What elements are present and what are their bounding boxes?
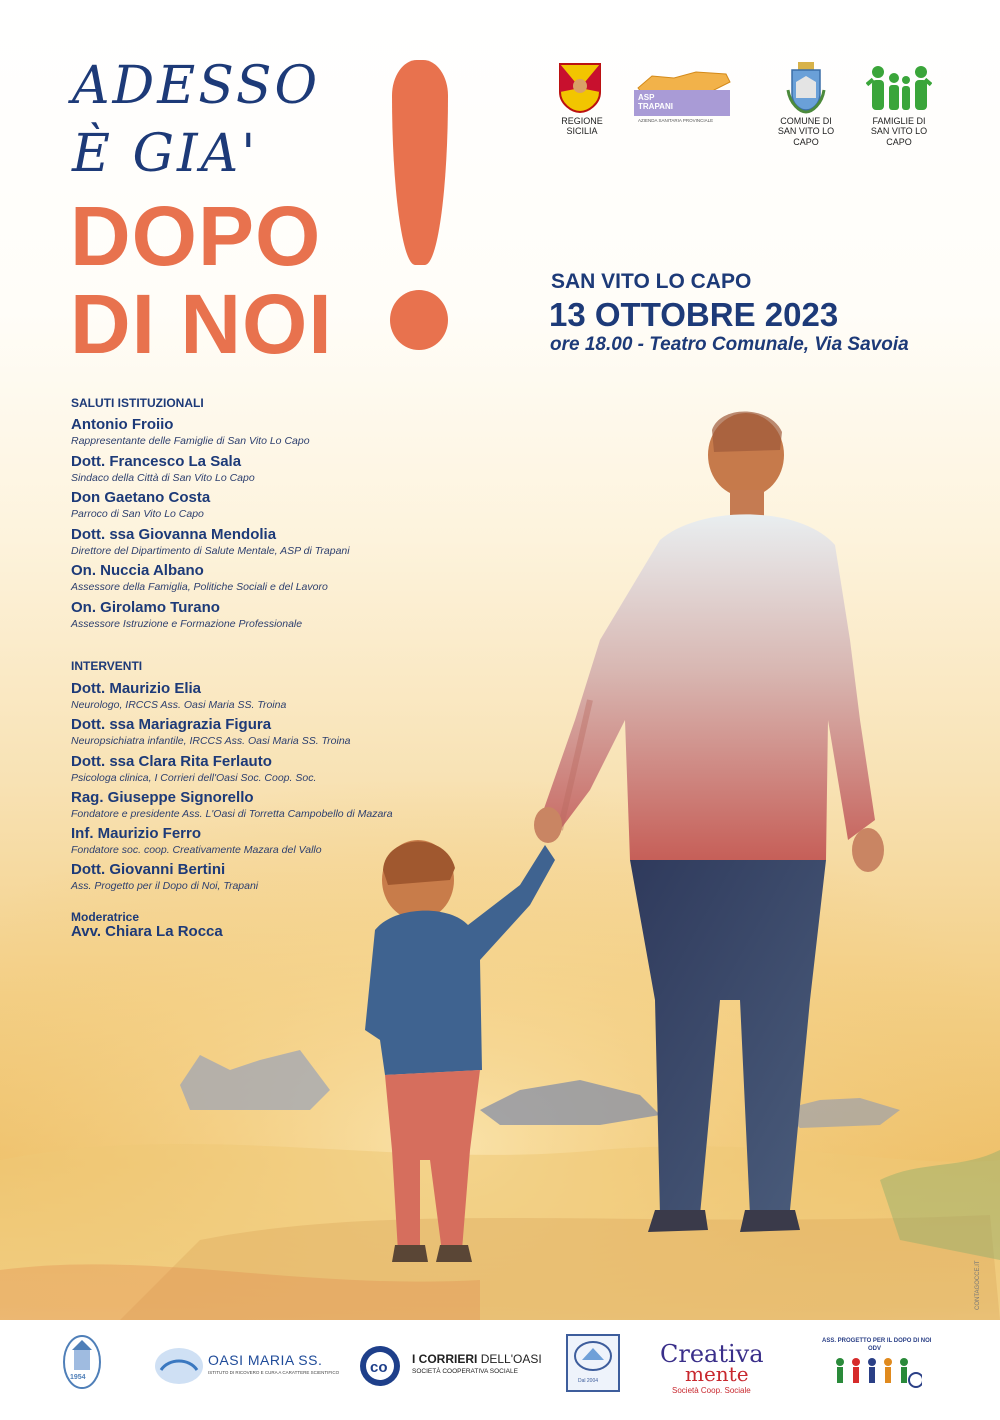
speaker-interventi-4: [71, 789, 393, 820]
progetto-figures-icon: [832, 1356, 922, 1390]
caption-line: SICILIA: [566, 126, 598, 137]
speaker-interventi-6: [71, 861, 258, 892]
asp-trapani-label: ASP TRAPANI: [638, 93, 673, 111]
sponsor-footer: [0, 1320, 1000, 1420]
svg-text:co: co: [370, 1359, 388, 1376]
comune-crest-icon: [786, 60, 826, 114]
logo-corrieri: [358, 1344, 402, 1388]
speaker-saluti-2: [71, 453, 255, 484]
oasi-torretta-year: Dal 2004: [578, 1378, 599, 1384]
speaker-saluti-1: [71, 416, 310, 447]
interventi-heading: INTERVENTI: [71, 659, 143, 673]
event-date: 13 OTTOBRE 2023: [549, 296, 839, 333]
corrieri-name-bold: I CORRIERI: [412, 1352, 478, 1366]
logo-progetto-dopo-di-noi: [832, 1356, 922, 1395]
creativa-line1: Creativa: [660, 1340, 764, 1368]
caption-line: COMUNE DI: [780, 116, 832, 126]
progetto-label: ASS. PROGETTO PER IL DOPO DI NOI: [822, 1338, 932, 1344]
speaker-role: Fondatore soc. coop. Creativamente Mazara del Vallo: [71, 844, 322, 856]
event-place: SAN VITO LO CAPO: [551, 270, 752, 293]
oasi-seal-icon: [62, 1334, 102, 1390]
speaker-interventi-2: [71, 716, 351, 747]
speaker-name: Dott. ssa Clara Rita Ferlauto: [71, 753, 272, 770]
title-line-e-gia: È GIA': [72, 124, 259, 184]
caption-comune-san-vito: [764, 116, 848, 147]
corrieri-subtitle: SOCIETÀ COOPERATIVA SOCIALE: [412, 1368, 518, 1375]
speaker-role: Psicologa clinica, I Corrieri dell'Oasi Soc. Coop. Soc.: [71, 772, 317, 784]
logo-oasi-maria: [153, 1344, 205, 1393]
logo-oasi-torretta: [566, 1334, 620, 1392]
title-line-di-noi: DI NOI: [70, 277, 333, 371]
speaker-role: Assessore Istruzione e Formazione Professionale: [71, 618, 303, 630]
speaker-name: On. Girolamo Turano: [71, 599, 220, 616]
caption-famiglie-san-vito: [858, 116, 940, 147]
caption-line: FAMIGLIE DI: [872, 116, 926, 126]
exclamation-dot-icon: [390, 290, 448, 350]
oasi-torretta-icon: [568, 1336, 618, 1376]
speaker-saluti-3: [71, 489, 210, 520]
speaker-name: Inf. Maurizio Ferro: [71, 825, 202, 842]
moderatrice-heading: Moderatrice: [71, 910, 140, 924]
speaker-role: Parroco di San Vito Lo Capo: [71, 508, 204, 520]
speaker-name: Dott. Francesco La Sala: [71, 453, 242, 470]
speaker-name: Dott. ssa Mariagrazia Figura: [71, 716, 272, 733]
speaker-saluti-5: [71, 562, 328, 593]
oasi-seal-year: 1954: [70, 1374, 86, 1381]
creativa-subtitle: Società Coop. Sociale: [672, 1386, 751, 1395]
speaker-role: Fondatore e presidente Ass. L'Oasi di Torretta Campobello di Mazara: [71, 808, 393, 820]
speaker-role: Neurologo, IRCCS Ass. Oasi Maria SS. Troina: [71, 699, 287, 711]
speaker-name: Rag. Giuseppe Signorello: [71, 789, 254, 806]
speaker-name: Don Gaetano Costa: [71, 489, 211, 506]
title-line-dopo: DOPO: [70, 189, 322, 283]
speaker-role: Rappresentante delle Famiglie di San Vito Lo Capo: [71, 435, 310, 447]
asp-trapani-sublabel: AZIENDA SANITARIA PROVINCIALE: [638, 118, 714, 123]
speaker-saluti-4: [71, 526, 350, 557]
logo-asp-trapani: [634, 68, 734, 128]
design-credit: CONTAGOCCE.IT: [975, 1260, 981, 1310]
speaker-name: Dott. Maurizio Elia: [71, 680, 202, 697]
corrieri-co-icon: [358, 1344, 402, 1388]
logo-regione-sicilia: [558, 62, 606, 119]
speaker-role: Direttore del Dipartimento di Salute Mentale, ASP di Trapani: [71, 545, 350, 557]
logo-comune-san-vito: [786, 60, 826, 119]
progetto-sub: ODV: [868, 1346, 882, 1352]
speaker-saluti-6: [71, 599, 302, 630]
caption-line: SAN VITO LO CAPO: [870, 126, 928, 147]
speaker-interventi-1: [71, 680, 286, 711]
caption-regione-sicilia: [557, 116, 607, 137]
logo-famiglie-san-vito: [866, 62, 932, 119]
speaker-role: Ass. Progetto per il Dopo di Noi, Trapani: [71, 880, 259, 892]
oasi-maria-emblem-icon: [153, 1344, 205, 1388]
speaker-interventi-3: [71, 753, 316, 784]
moderatrice-name: Avv. Chiara La Rocca: [71, 923, 223, 940]
famiglie-figures-icon: [866, 62, 932, 114]
speaker-name: Dott. ssa Giovanna Mendolia: [71, 526, 277, 543]
creativa-line2: mente: [685, 1362, 749, 1386]
caption-line: SAN VITO LO CAPO: [777, 126, 835, 147]
corrieri-name: [412, 1352, 542, 1366]
speaker-name: On. Nuccia Albano: [71, 562, 204, 579]
speaker-name: Dott. Giovanni Bertini: [71, 861, 226, 878]
oasi-maria-subtitle: ISTITUTO DI RICOVERO E CURA A CARATTERE SCIENTIFICO: [208, 1370, 340, 1375]
title-line-adesso: ADESSO: [72, 56, 321, 116]
saluti-heading: SALUTI ISTITUZIONALI: [71, 396, 204, 410]
oasi-maria-name: OASI MARIA SS.: [208, 1352, 323, 1368]
logo-oasi-seal: [62, 1334, 102, 1395]
speaker-role: Assessore della Famiglia, Politiche Sociali e del Lavoro: [71, 581, 328, 593]
speaker-role: Sindaco della Città di San Vito Lo Capo: [71, 472, 255, 484]
corrieri-name-light: DELL'OASI: [480, 1352, 542, 1366]
speaker-interventi-5: [71, 825, 322, 856]
speaker-role: Neuropsichiatra infantile, IRCCS Ass. Oasi Maria SS. Troina: [71, 735, 351, 747]
regione-sicilia-emblem-icon: [558, 62, 602, 114]
speaker-name: Antonio Froiio: [71, 416, 174, 433]
caption-line: REGIONE: [561, 116, 603, 126]
event-details: ore 18.00 - Teatro Comunale, Via Savoia: [550, 334, 909, 355]
